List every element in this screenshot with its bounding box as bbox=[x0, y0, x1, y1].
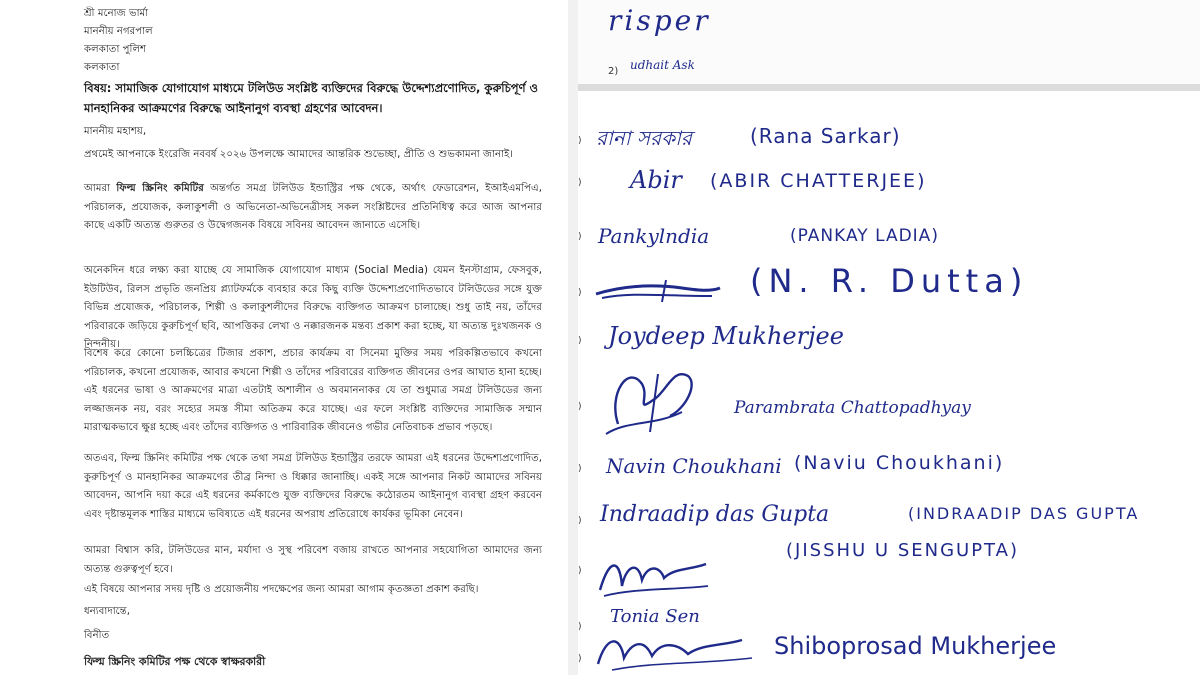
letter-salutation: মাননীয় মহাশয়, bbox=[84, 126, 147, 137]
row-marker: ) bbox=[578, 336, 582, 346]
signature-sheet bbox=[578, 0, 1200, 675]
row-number: 2) bbox=[608, 66, 619, 77]
recipient-org: কলকাতা পুলিশ bbox=[84, 44, 147, 55]
paragraph-introduction bbox=[84, 180, 542, 256]
signature-hand: Shiboprosad Mukherjee bbox=[774, 632, 1057, 660]
row-marker: ) bbox=[578, 136, 582, 146]
letter-humbly: বিনীত bbox=[84, 630, 110, 641]
signature-print-name: (INDRAADIP DAS GUPTA bbox=[908, 504, 1140, 523]
paragraph-belief: আমরা বিশ্বাস করি, টলিউডের মান, মর্যাদা ও সুস্থ পরিবেশ বজায় রাখতে আপনার সহযোগিতা আমাদের জন্য অত্যন্ত গুরুত্বপূর্ণ হবে। bbox=[84, 545, 542, 575]
row2-signature-scribble: udhait Ask bbox=[630, 58, 695, 72]
letter-thanks: ধন্যবাদান্তে, bbox=[84, 606, 131, 617]
row-marker: ) bbox=[578, 178, 582, 188]
signature-hand: Abir bbox=[630, 166, 682, 194]
signature-hand: Parambrata Chattopadhyay bbox=[734, 398, 971, 418]
recipient-title: মাননীয় নগরপাল bbox=[84, 26, 153, 37]
signature-scribble-mark bbox=[592, 628, 762, 672]
row-marker: ) bbox=[578, 232, 582, 242]
signature-hand: Joydeep Mukherjee bbox=[608, 322, 844, 350]
signature-scribble-mark bbox=[592, 276, 724, 306]
paragraph-gratitude: এই বিষয়ে আপনার সদয় দৃষ্টি ও প্রয়োজনীয় পদক্ষেপের জন্য আমরা আগাম কৃতজ্ঞতা প্রকাশ করছি। bbox=[84, 584, 479, 595]
signature-print-name: (Rana Sarkar) bbox=[750, 124, 901, 148]
signature-scribble-mark bbox=[594, 546, 714, 600]
letter-page bbox=[0, 0, 568, 675]
row-marker: ) bbox=[578, 622, 582, 632]
top-signature-scribble: risper bbox=[608, 4, 711, 37]
row-marker: ) bbox=[578, 516, 582, 526]
signature-sheet-top bbox=[578, 0, 1200, 91]
paragraph-social-media: অনেকদিন ধরে লক্ষ্য করা যাচ্ছে যে সামাজিক যোগাযোগ মাধ্যম (Social Media) যেমন ইনস্টাগ্রাম, ফেসবুক, ইউটিউব, রিলস প্রভৃতি জনপ্রিয় প্ল্যাটফর্মকে ব্যবহার করে কিছু ব্যক্তি উদ্দেশ্যপ্রণোদিতভাবে টলিউডের সঙ্গে যুক্ত বিভিন্ন প্রযোজক, পরিচালক, শিল্পী ও কলাকুশলীদের বিরুদ্ধে ব্যক্তিগত আক্রমণ চালাচ্ছে। শুধু তাই নয়, তাঁদের পরিবারকে জড়িয়ে কুরুচিপূর্ণ ছবি, আপত্তিকর লেখা ও নক্কারজনক মন্তব্য প্রকাশ করা হচ্ছে, যা অত্যন্ত দুঃখজনক ও নিন্দনীয়। bbox=[84, 265, 542, 351]
letter-signatory: ফিল্ম স্ক্রিনিং কমিটির পক্ষ থেকে স্বাক্ষরকারী bbox=[84, 655, 266, 668]
recipient-name: শ্রী মনোজ ভার্মা bbox=[84, 8, 149, 19]
paragraph-introduction-rest: অন্তর্গত সমগ্র টলিউড ইন্ডাস্ট্রির পক্ষ থেকে, অর্থাৎ ফেডারেশন, ইআইএমপিএ, পরিচালক, প্রযোজক, কলাকুশলী ও অভিনেতা-অভিনেত্রীসহ সকল সংশ্লিষ্টদের প্রতিনিধিত্ব করে আজ আপনার কাছে একটি অত্যন্ত গুরুতর ও উদ্বেগজনক বিষয়ে সবিনয় আবেদন জানাতে এসেছি। bbox=[84, 183, 543, 232]
row-marker: ) bbox=[578, 566, 582, 576]
page-divider bbox=[568, 0, 578, 675]
paragraph-attacks: বিশেষ করে কোনো চলচ্চিত্রের টিজার প্রকাশ, প্রচার কার্যক্রম বা সিনেমা মুক্তির সময় পরিকল্পিতভাবে কখনো পরিচালক, কখনো প্রযোজক, আবার কখনো শিল্পী ও তাঁদের পরিবারের ব্যক্তিগত জীবনের ওপর আঘাত হানা হচ্ছে। এই ধরনের ভাষা ও আক্রমণের মাত্রা এতটাই অশালীন ও অবমাননাকর যে তা শুধুমাত্র সমগ্র টলিউডের জন্য লজ্জাজনক নয়, বরং সহ্যের সমস্ত সীমা অতিক্রম করে যাচ্ছে। এর ফলে সংশ্লিষ্ট ব্যক্তিদের সামাজিক সম্মান মারাত্মকভাবে ক্ষুণ্ণ হচ্ছে এবং তাঁদের ব্যক্তিগত ও পারিবারিক জীবনেও গভীর নেতিবাচক প্রভাব পড়ছে। bbox=[84, 348, 542, 434]
letter-subject: বিষয়: সামাজিক যোগাযোগ মাধ্যমে টলিউড সংশ্লিষ্ট ব্যক্তিদের বিরুদ্ধে উদ্দেশ্যপ্রণোদিত, কুরুচিপূর্ণ ও মানহানিকর আক্রমণের বিরুদ্ধে আইনানুগ ব্যবস্থা গ্রহণের আবেদন। bbox=[84, 81, 539, 115]
committee-name: ফিল্ম স্ক্রিনিং কমিটির bbox=[116, 183, 204, 194]
signature-hand: Pankylndia bbox=[598, 224, 710, 248]
signature-print-name: (ABIR CHATTERJEE) bbox=[710, 170, 927, 192]
signature-print-name: (N. R. Dutta) bbox=[750, 262, 1029, 300]
signature-print-name: (Naviu Choukhani) bbox=[794, 452, 1005, 474]
signature-hand: Tonia Sen bbox=[610, 606, 700, 627]
row-marker: ) bbox=[578, 464, 582, 474]
signature-scribble-mark bbox=[598, 354, 708, 438]
row-marker: ) bbox=[578, 288, 582, 298]
signature-hand: Indraadip das Gupta bbox=[600, 502, 830, 527]
row-marker: ) bbox=[578, 402, 582, 412]
paragraph-introduction-lead: আমরা bbox=[84, 183, 111, 194]
signature-print-name: (PANKAY LADIA) bbox=[790, 226, 939, 246]
signature-hand: Navin Choukhani bbox=[606, 454, 782, 478]
paragraph-greeting: প্রথমেই আপনাকে ইংরেজি নববর্ষ ২০২৬ উপলক্ষে আমাদের আন্তরিক শুভেচ্ছা, প্রীতি ও শুভকামনা জানাই। bbox=[84, 149, 514, 160]
signature-hand: রানা সরকার bbox=[596, 126, 692, 150]
paragraph-request: অতএব, ফিল্ম স্ক্রিনিং কমিটির পক্ষ থেকে তথা সমগ্র টলিউড ইন্ডাস্ট্রির তরফে আমরা এই ধরনের উদ্দেশ্যপ্রণোদিত, কুরুচিপূর্ণ ও মানহানিকর আক্রমণের তীব্র নিন্দা ও ধিক্কার জানাচ্ছি। একই সঙ্গে আপনার নিকট আমাদের সবিনয় আবেদন, আপনি দয়া করে এই ধরনের কর্মকাণ্ডে যুক্ত ব্যক্তিদের বিরুদ্ধে কঠোরতম আইনানুগ ব্যবস্থা গ্রহণ করবেন এবং দৃষ্টান্তমূলক শাস্তির মাধ্যমে ভবিষ্যতে এই ধরনের অপরাধ প্রতিরোধে কার্যকর ভূমিকা নেবেন। bbox=[84, 453, 542, 520]
signature-print-name: (JISSHU U SENGUPTA) bbox=[786, 540, 1019, 561]
recipient-city: কলকাতা bbox=[84, 62, 120, 73]
row-marker: ) bbox=[578, 654, 582, 664]
